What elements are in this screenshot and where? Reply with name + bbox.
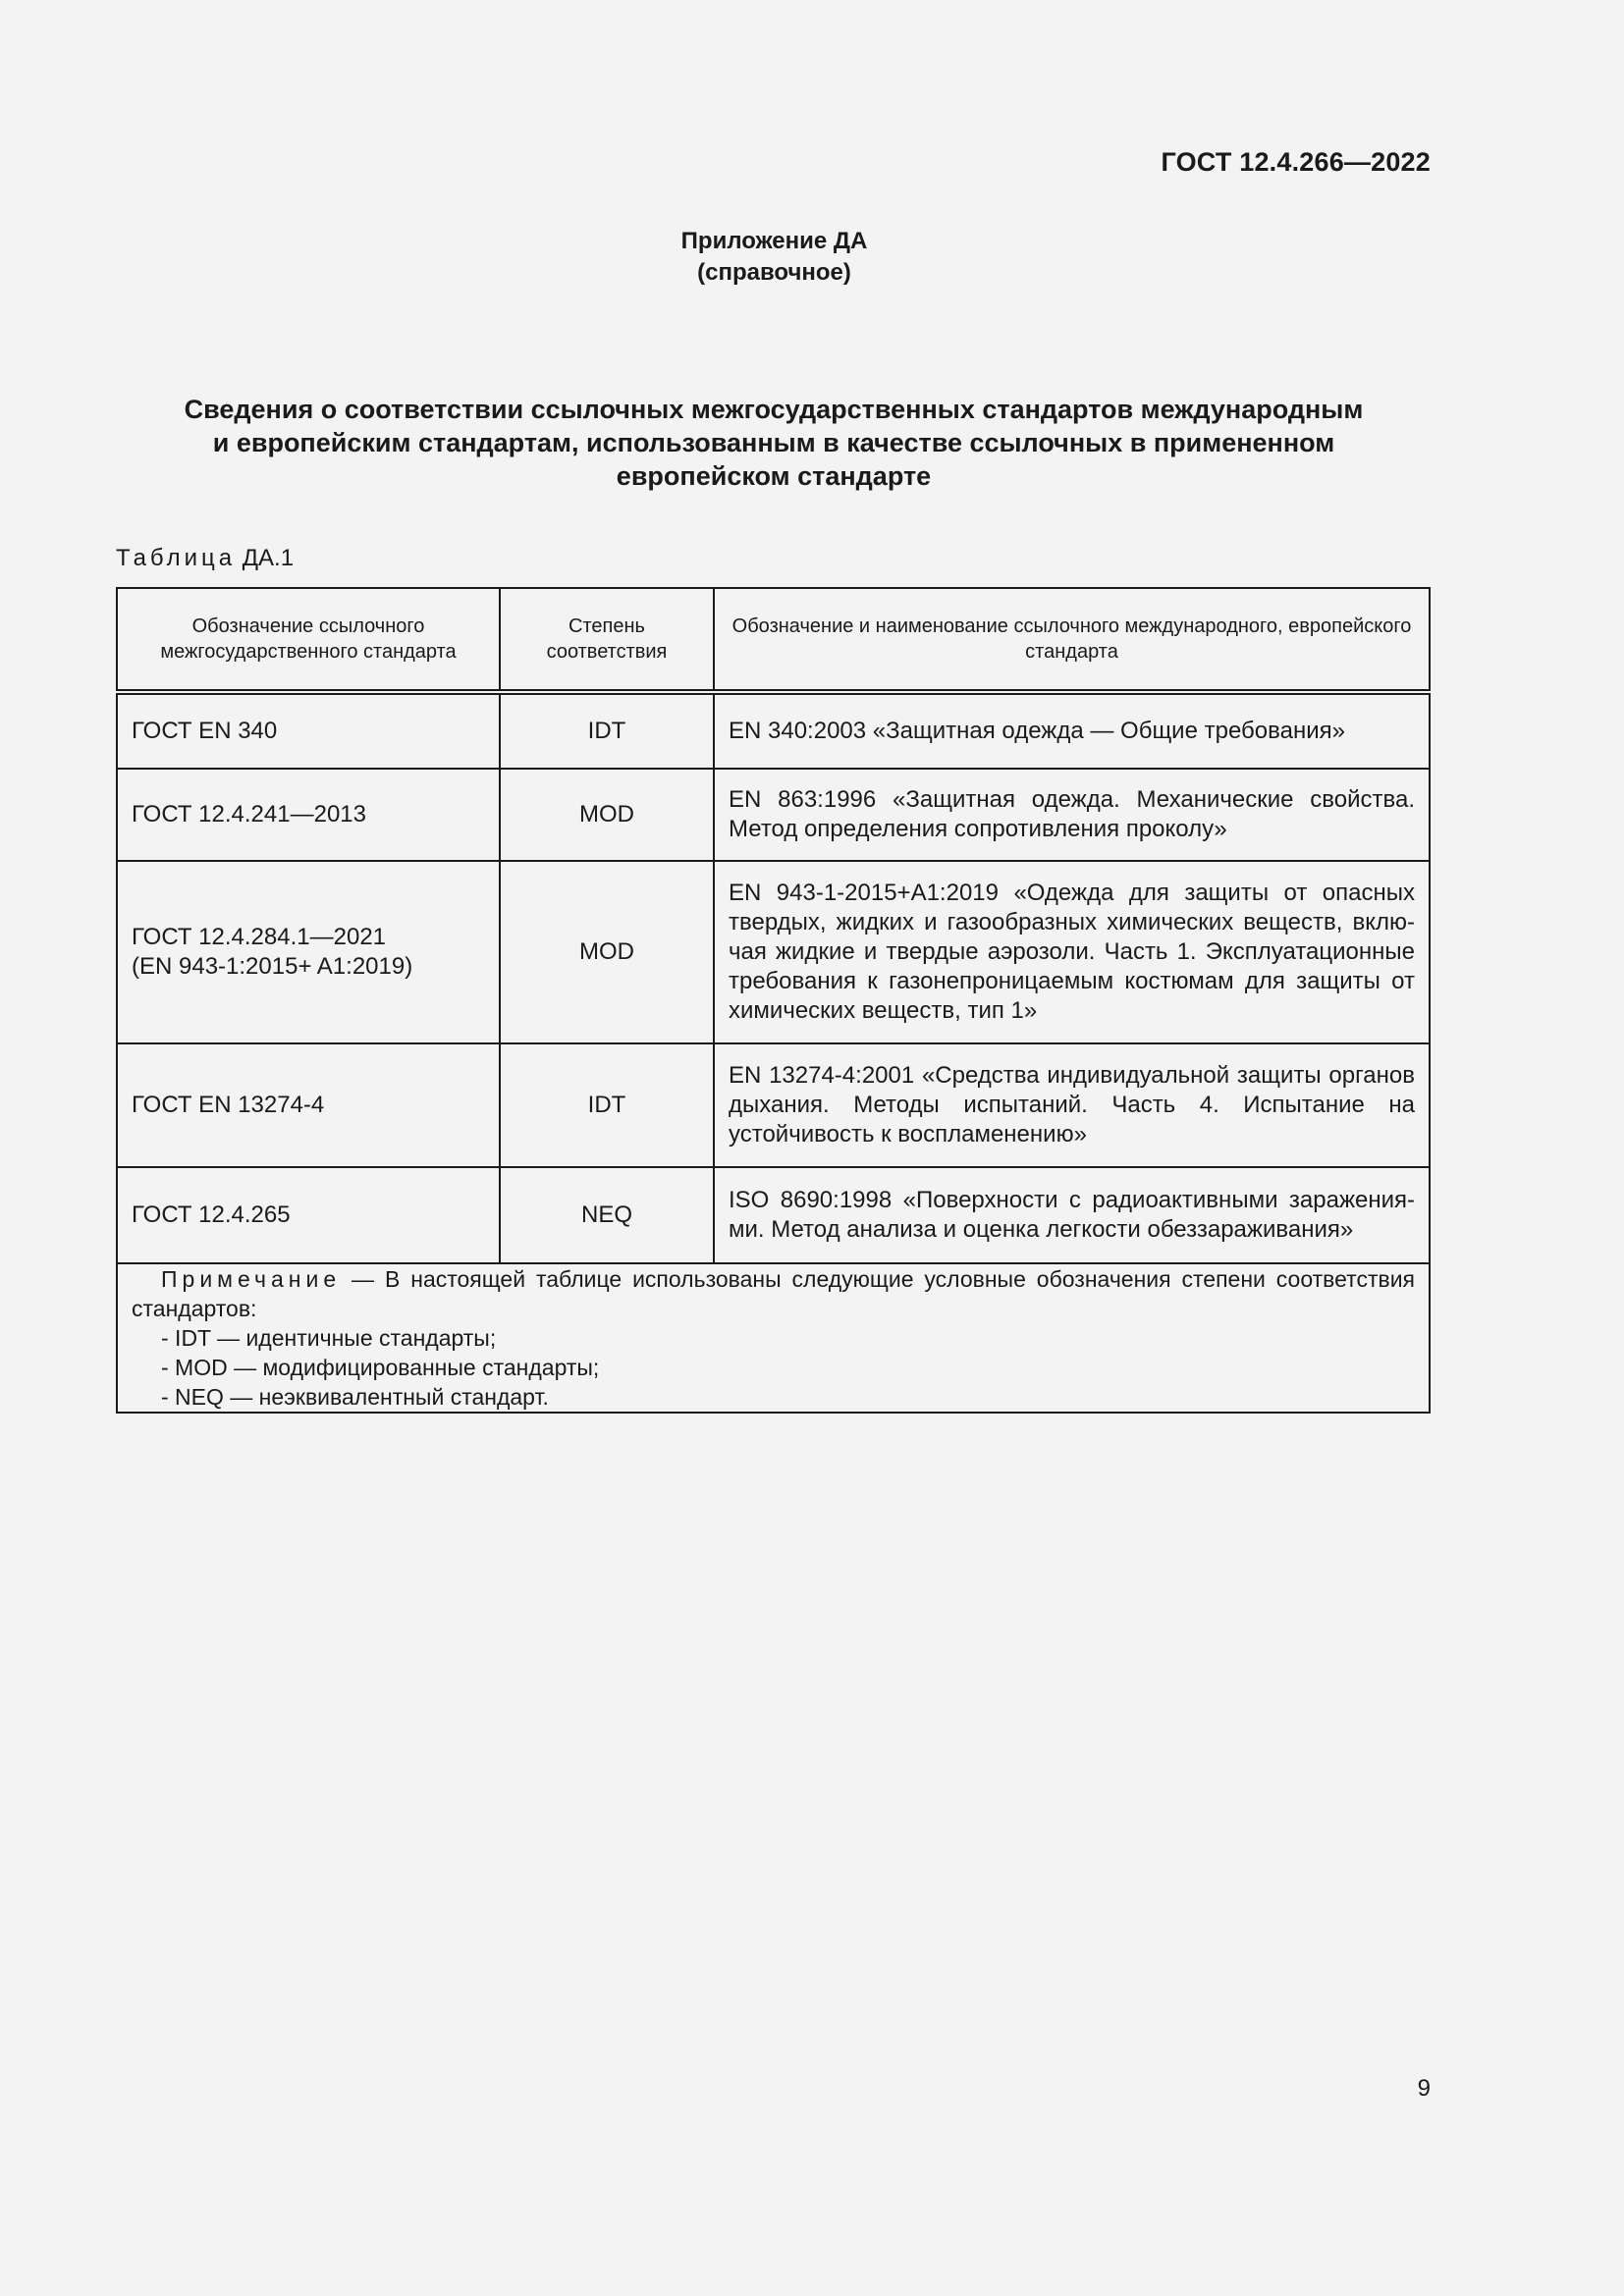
heading-line-1: Сведения о соответствии ссылочных межгосударственных стандартов международным — [184, 395, 1364, 424]
table-row — [117, 861, 1430, 1043]
table-row — [117, 692, 1430, 769]
note-item-mod: - MOD — модифицированные стандарты; — [161, 1355, 600, 1380]
reference-standards-table — [116, 587, 1431, 1414]
appendix-title-block — [0, 226, 1548, 289]
table-row — [117, 769, 1430, 861]
degree-cell: NEQ — [500, 1167, 714, 1263]
degree-cell: MOD — [500, 769, 714, 861]
degree-cell: MOD — [500, 861, 714, 1043]
note-item-idt: - IDT — идентичные стандарты; — [161, 1325, 497, 1351]
table-header-row — [117, 588, 1430, 692]
appendix-subtitle: (справочное) — [697, 259, 851, 286]
standard-name-cell: EN 340:2003 «Защитная одежда — Общие требования» — [714, 692, 1430, 769]
standard-code-cell: ГОСТ 12.4.241—2013 — [117, 769, 500, 861]
section-heading — [147, 393, 1400, 493]
standard-name-cell: EN 943-1-2015+A1:2019 «Одежда для защиты от опасных твердых, жидких и газообразных химических веществ, включая жидкие и твердые аэрозоли. Часть 1. Эксплуатационные требования к газонепроницаемым костюмам для защиты от химических веществ, тип 1» — [714, 861, 1430, 1043]
table-note-row — [117, 1263, 1430, 1413]
table-row — [117, 1167, 1430, 1263]
header-cell-international-standard: Обозначение и наименование ссылочного международного, европейского стандарта — [714, 588, 1430, 692]
header-cell-degree: Степень соответствия — [500, 588, 714, 692]
header-cell-interstate-standard: Обозначение ссылочного межгосударственного стандарта — [117, 588, 500, 692]
heading-line-2: и европейским стандартам, использованным в качестве ссылочных в примененном — [212, 428, 1335, 457]
page-number: 9 — [1417, 2075, 1431, 2102]
note-paragraph — [132, 1264, 1415, 1323]
standard-name-cell: EN 863:1996 «Защитная одежда. Механические свойства. Метод определения сопротивления проколу» — [714, 769, 1430, 861]
degree-cell: IDT — [500, 1043, 714, 1167]
standard-name-cell: ISO 8690:1998 «Поверхности с радиоактивными заражениями. Метод анализа и оценка легкости обеззараживания» — [714, 1167, 1430, 1263]
note-item-neq: - NEQ — неэквивалентный стандарт. — [161, 1384, 549, 1410]
heading-line-3: европейском стандарте — [616, 461, 932, 491]
degree-cell: IDT — [500, 692, 714, 769]
table-caption-word: Таблица — [116, 545, 237, 571]
standard-code-cell — [117, 861, 500, 1043]
standard-code-cell: ГОСТ EN 13274-4 — [117, 1043, 500, 1167]
standard-code: ГОСТ 12.4.284.1—2021 — [132, 924, 387, 950]
table-caption-number: ДА.1 — [242, 545, 295, 571]
standard-code-equivalent: (EN 943-1:2015+ A1:2019) — [132, 953, 413, 980]
standard-code-cell: ГОСТ 12.4.265 — [117, 1167, 500, 1263]
standard-code-cell: ГОСТ EN 340 — [117, 692, 500, 769]
appendix-title: Приложение ДА — [680, 228, 868, 254]
note-text: — В настоящей таблице использованы следующие условные обозначения степени соответствия стандартов: — [132, 1266, 1415, 1321]
table-row — [117, 1043, 1430, 1167]
note-label: Примечание — [161, 1266, 342, 1292]
table-note — [117, 1263, 1430, 1413]
document-code: ГОСТ 12.4.266—2022 — [1161, 147, 1431, 177]
table-caption — [116, 545, 294, 572]
standard-name-cell: EN 13274-4:2001 «Средства индивидуальной защиты органов дыхания. Методы испытаний. Часть 4. Испытание на устойчивость к воспламенению» — [714, 1043, 1430, 1167]
